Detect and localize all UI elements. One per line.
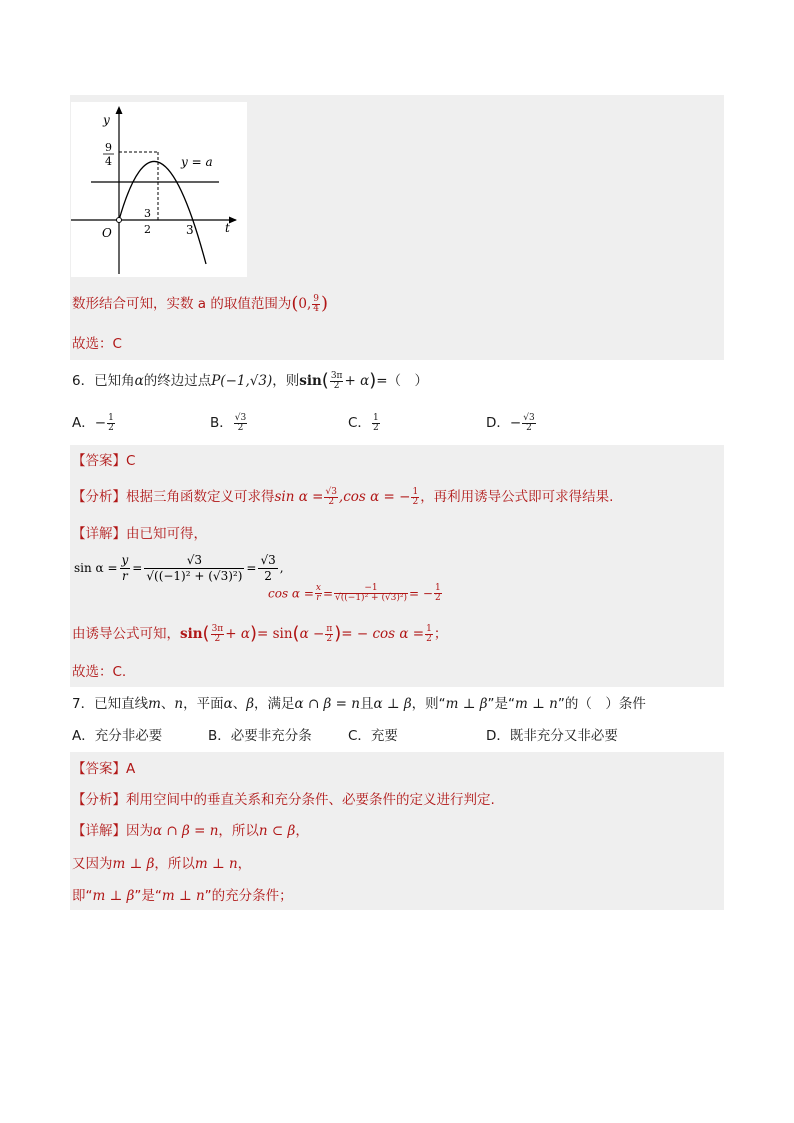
induce-tail: = − cos α = [341,626,425,642]
sin-eq-1: = [132,561,143,575]
q7-beta: β [246,696,255,712]
detail-c-expr2: m ⊥ n [161,888,205,904]
q6-answer [72,451,135,471]
q6-stem-c: ，则 [272,373,300,389]
cos-eq-2: = − [409,586,433,601]
range-low: 0, [298,296,312,312]
sin-frac-result-den: 2 [264,569,272,583]
cos-frac-main-den: √((−1)² + (√3)²) [335,593,408,603]
option-letter: D． [486,415,510,431]
range-open: ( [291,293,299,314]
function-graph [71,102,247,277]
induce-minus: α − [299,626,325,642]
range-close: ) [321,293,329,314]
q7-detail-2 [72,854,251,874]
q7-p1: m ⊥ β [445,696,488,712]
induce-lparen-1: ( [202,623,210,644]
detail-a-expr2: n ⊂ β [258,823,296,839]
origin-open-point [117,218,122,223]
q6-expr-num: 3π [330,370,343,381]
induce-lparen-2: ( [292,623,300,644]
q5-conclusion-text: 数形结合可知，实数 a 的取值范围为 [72,296,292,312]
cos-frac-xr [315,584,322,603]
q6-option-b[interactable] [210,413,248,433]
analysis-sin-num: √3 [325,486,337,497]
q6-induction [72,624,447,644]
induce-rparen-2: ) [334,623,342,644]
q7-option-c[interactable]: C．充要 [348,728,398,744]
option-num: 1 [108,412,114,423]
detail-a3: ， [295,823,309,839]
q7-n: n [174,696,184,712]
analysis-cos-den: 2 [412,496,419,507]
q7-stem-c: ，满足 [254,696,295,712]
cos-frac-main-num: −1 [334,584,408,594]
induce-plus: + α [225,626,250,642]
q6-expr-fraction [330,372,344,391]
sin-eq-2: = [246,561,257,575]
option-num: √3 [234,412,247,423]
q7-alpha: α [223,696,233,712]
sin-lhs: sin α = [74,561,118,575]
option-sign: − [509,415,522,431]
cos-frac-xr-den: r [316,593,321,603]
sin-frac-main-num: √3 [144,553,244,569]
parabola-curve [119,161,206,264]
x-axis-label: t [225,221,230,235]
induce-pi-den: 2 [326,633,333,644]
cos-frac-result [434,584,442,603]
q6-expr-den: 2 [333,380,340,391]
analysis-sin: sin α = [274,489,324,505]
curve-label: y = a [181,155,213,169]
cos-frac-result-den: 2 [434,593,441,603]
cos-formula [268,584,443,603]
q7-stem-a: 7．已知直线 [72,696,149,712]
cos-eq-1: = [322,586,334,601]
q6-stem-b: 的终边过点 [143,373,212,389]
induce-end: ； [433,626,448,642]
induce-result-fraction [425,625,433,644]
analysis-sin-den: 2 [328,496,335,507]
graph-svg [71,102,247,277]
detail-text-a: 由已知可得， [126,526,207,542]
q5-conclusion [72,294,328,314]
q6-expr-tail: =（ ） [376,373,429,389]
q6-stem [72,371,428,391]
option-num: 1 [372,412,379,423]
peak-numerator: 9 [105,141,112,154]
analysis-text: 利用空间中的垂直关系和充分条件、必要条件的定义进行判定. [126,792,495,808]
q7-option-b[interactable]: B．必要非充分条 [208,728,312,744]
sin-tail: , [279,561,284,575]
q6-expr-plus: + α [344,373,370,389]
root-label: 3 [186,223,194,237]
detail-a2: ，所以 [218,823,259,839]
q7-stem [72,694,646,714]
induce-res-num: 1 [426,623,432,634]
induce-sin: sin [180,626,203,642]
sin-frac-result-num: √3 [260,553,276,567]
answer-tag: 【答案】 [72,761,126,777]
cos-frac-main [334,584,408,603]
origin-label: O [102,226,112,240]
q6-detail-intro [72,524,207,544]
option-fraction [522,414,535,433]
answer-value: A [126,761,136,777]
q6-point: P(−1,√3) [211,373,273,389]
analysis-cos-num: 1 [412,486,419,497]
q7-answer [72,759,135,779]
detail-b-expr2: m ⊥ n [194,856,238,872]
range-high-num: 9 [313,293,320,304]
induce-rparen-1: ) [249,623,257,644]
option-num: √3 [523,412,535,423]
detail-c3: ”的充分条件； [204,888,293,904]
sin-frac-main-den: √((−1)² + (√3)²) [146,569,243,583]
analysis-tag: 【分析】 [72,489,126,505]
q7-sep-2: 、 [232,696,247,712]
q7-option-d[interactable]: D．既非充分又非必要 [486,728,618,744]
detail-c-expr: m ⊥ β [92,888,135,904]
cos-frac-xr-num: x [315,583,321,593]
cos-lhs: cos α = [268,586,314,601]
q6-expr-lparen: ( [321,370,329,391]
answer-tag: 【答案】 [72,453,126,469]
sin-frac-result [258,553,277,584]
x-axis-arrow [229,217,237,224]
q6-analysis [72,487,613,507]
detail-tag: 【详解】 [72,526,126,542]
q7-p2: m ⊥ n [515,696,558,712]
option-den: 2 [372,422,379,433]
q7-stem-d: 且 [359,696,374,712]
option-den: 2 [108,422,114,433]
detail-a: 因为 [126,823,153,839]
q7-sep-1: 、 [160,696,175,712]
analysis-tag: 【分析】 [72,792,126,808]
option-fraction [107,414,115,433]
detail-c2: ”是“ [134,888,162,904]
analysis-cos: ,cos α = − [338,489,411,505]
q6-expr-rparen: ) [369,370,377,391]
peak-denominator: 4 [105,155,112,168]
sin-frac-yr-num: y [121,553,129,567]
option-den: 2 [526,422,532,433]
q5-answer-line: 故选：C [72,336,122,352]
option-letter: B． [210,415,233,431]
detail-b-expr: m ⊥ β [112,856,155,872]
option-letter: C． [348,415,371,431]
detail-c: 即“ [72,888,93,904]
option-letter: A． [72,415,95,431]
detail-b2: ，所以 [154,856,195,872]
analysis-text-b: ，再利用诱导公式即可求得结果. [420,489,614,505]
y-axis-arrow [116,106,123,114]
answer-value: C [126,453,136,469]
q7-detail-3 [72,886,293,906]
detail-a-expr: α ∩ β = n [153,823,219,839]
q7-stem-e: ，则“ [411,696,446,712]
detail-tag: 【详解】 [72,823,126,839]
detail-b: 又因为 [72,856,113,872]
range-high-fraction [312,295,320,314]
y-axis-label: y [103,113,110,127]
induce-fraction [211,625,225,644]
q6-option-d[interactable] [486,413,537,433]
q7-stem-b: ，平面 [183,696,224,712]
q7-stem-f: ”是“ [487,696,516,712]
q7-m: m [148,696,161,712]
cos-frac-result-num: 1 [434,583,441,593]
q6-option-a[interactable] [72,413,116,433]
q6-choose: 故选：C. [72,664,127,680]
analysis-cos-fraction [411,488,419,507]
induce-num: 3π [211,623,224,634]
induce-mid: = sin [257,626,293,642]
detail-b3: ， [237,856,252,872]
vertex-numerator: 3 [144,207,151,220]
analysis-text-a: 根据三角函数定义可求得 [126,489,275,505]
induce-pi-num: π [326,623,333,634]
q7-detail-1 [72,821,309,841]
q7-cond2: α ⊥ β [373,696,412,712]
option-fraction [372,414,380,433]
sin-frac-main [144,553,244,584]
q7-option-a[interactable]: A．充分非必要 [72,728,163,744]
induce-pi-fraction [325,625,333,644]
option-den: 2 [237,422,244,433]
option-sign: − [94,415,107,431]
induce-text: 由诱导公式可知， [72,626,180,642]
sin-frac-yr-den: r [122,569,128,583]
analysis-sin-fraction [324,488,337,507]
q6-option-c[interactable] [348,413,381,433]
q7-analysis [72,790,495,810]
induce-den: 2 [214,633,221,644]
q7-stem-g: ”的（ ）条件 [557,696,646,712]
q6-alpha: α [134,373,144,389]
induce-res-den: 2 [426,633,432,644]
q7-cond: α ∩ β = n [294,696,360,712]
q6-expr-sin: sin [299,373,322,389]
vertex-denominator: 2 [144,223,151,236]
q6-stem-a: 6．已知角 [72,373,135,389]
sin-formula [74,553,284,584]
sin-frac-yr [120,553,131,584]
option-fraction [234,414,247,433]
range-high-den: 4 [313,303,320,314]
